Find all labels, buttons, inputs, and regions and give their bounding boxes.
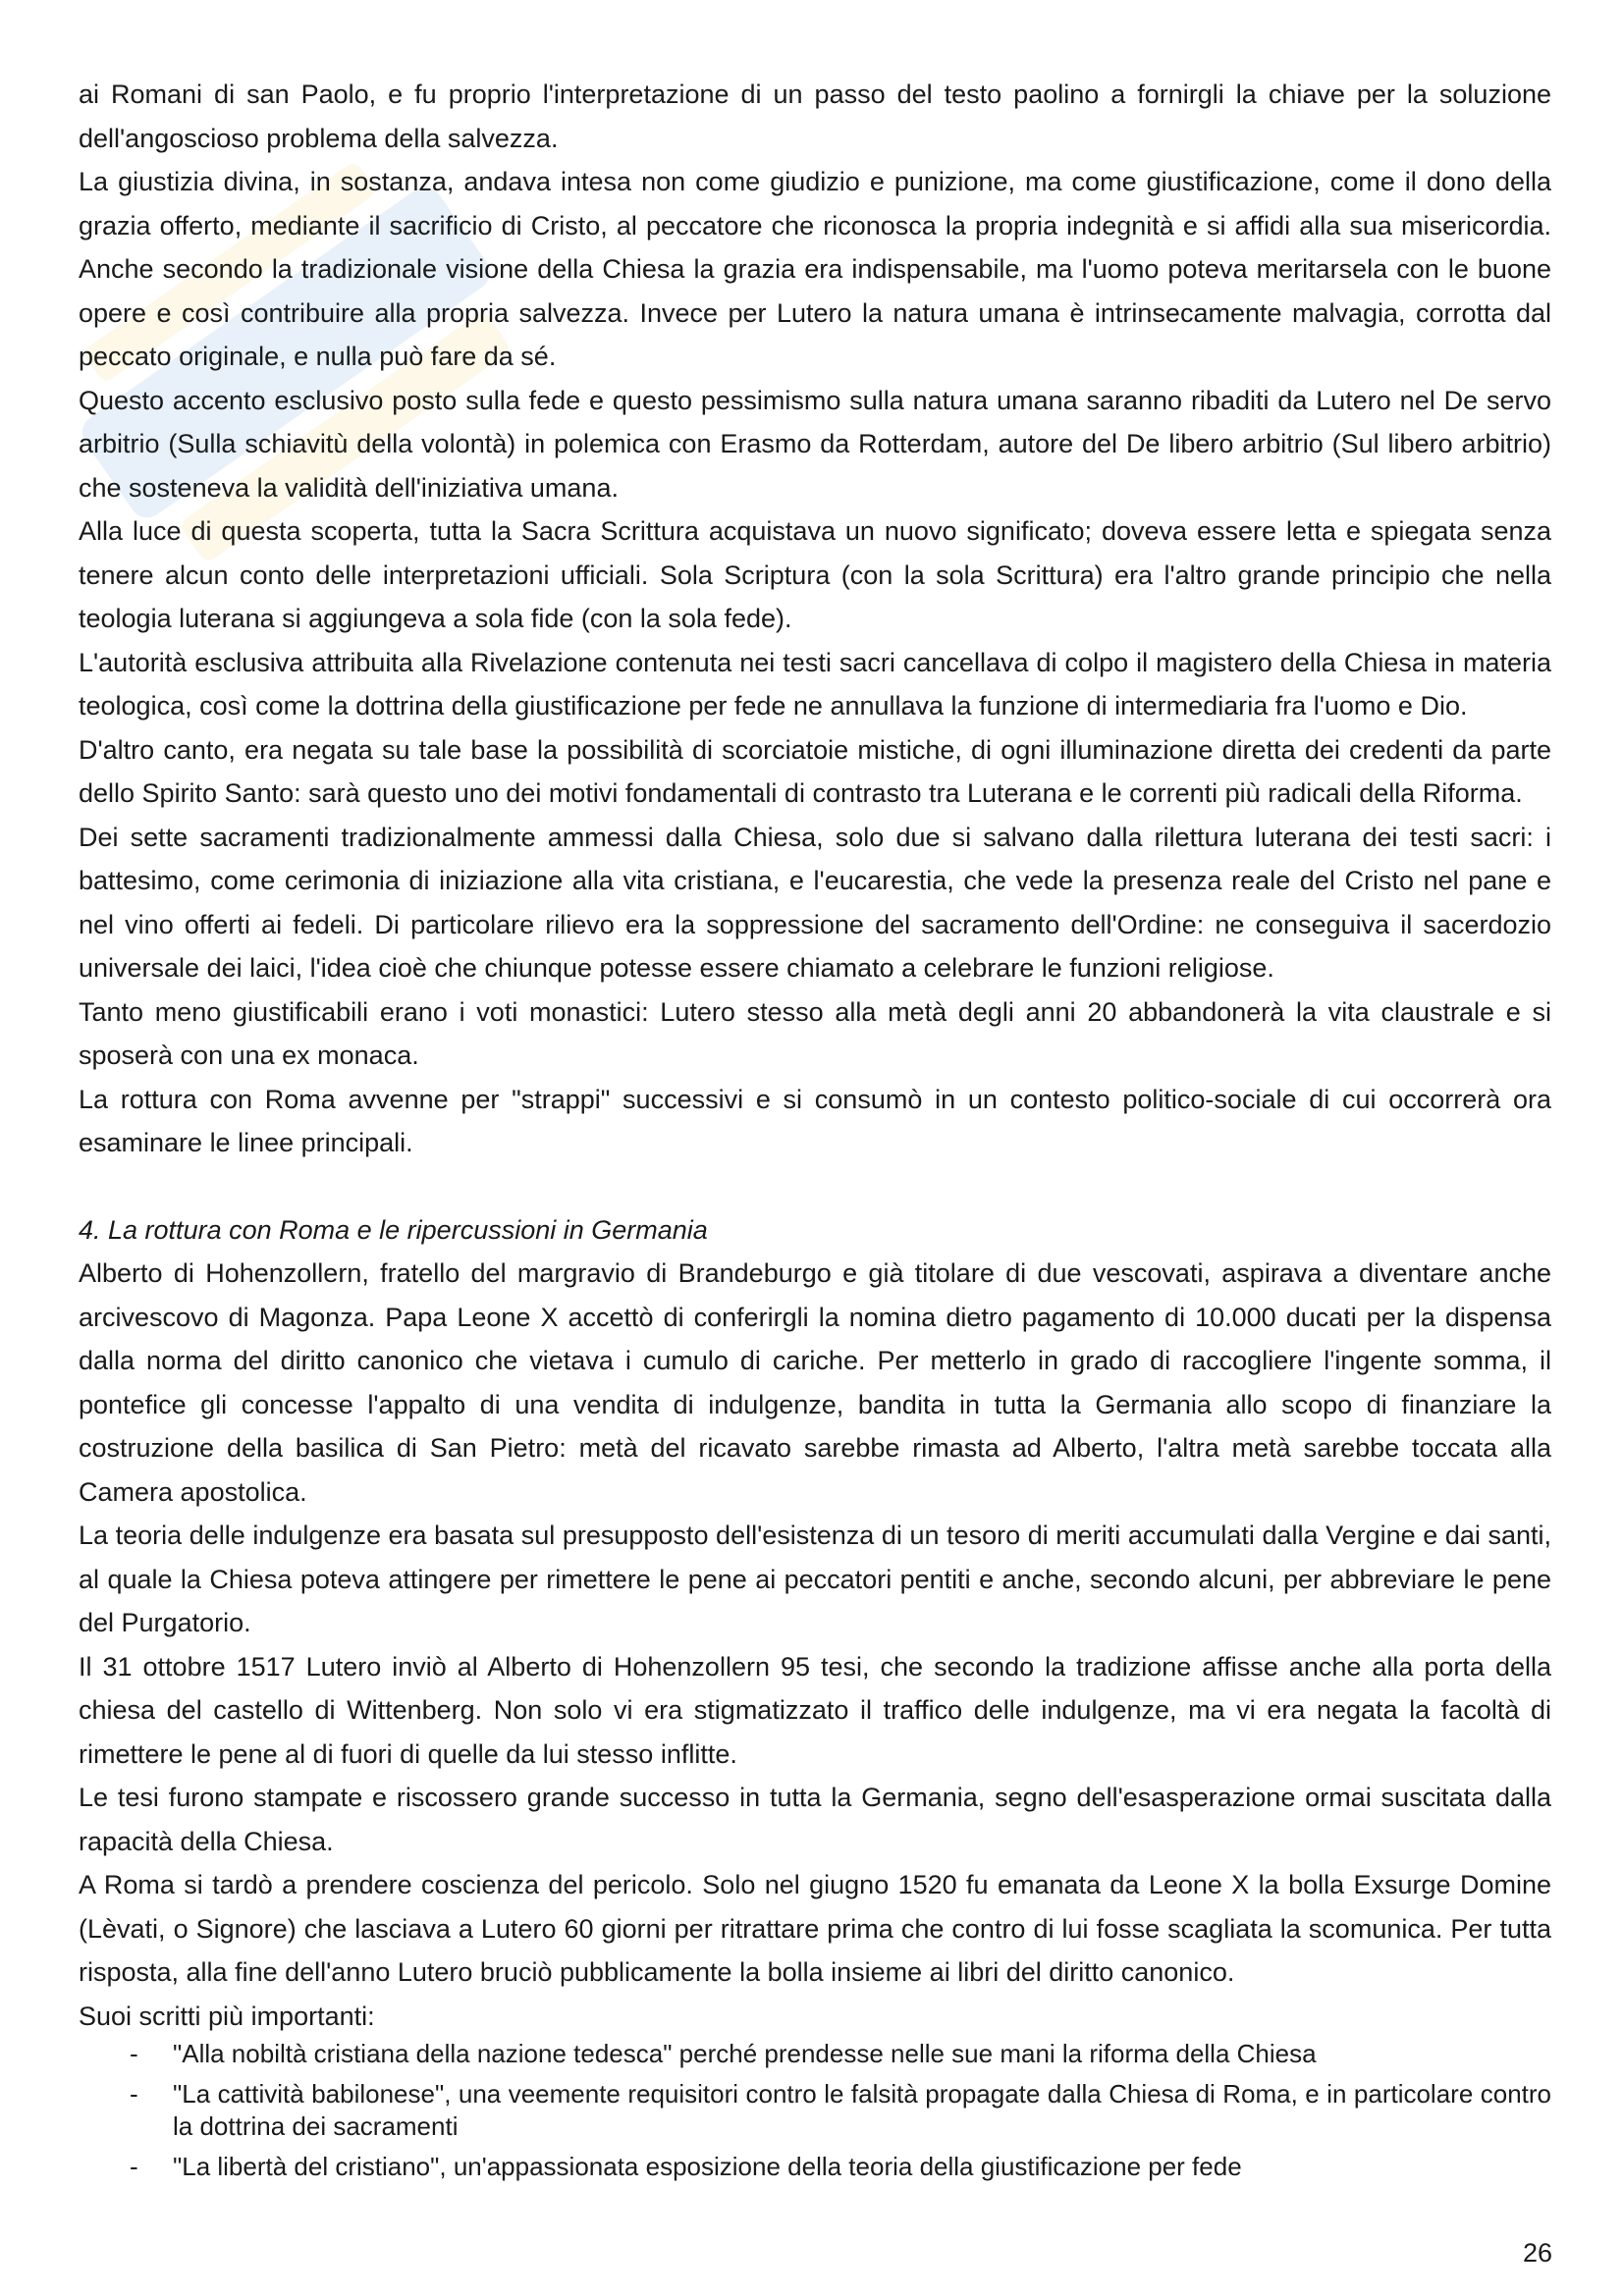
dash-bullet: - <box>130 2152 138 2181</box>
paragraph: Il 31 ottobre 1517 Lutero inviò al Alberto di Hohenzollern 95 tesi, che secondo la tradizione affisse anche alla porta della chiesa del castello di Wittenberg. Non solo vi era stigmatizzato il traffico delle indulgenze, ma vi era negata la facoltà di rimettere le pene al di fuori di quelle da lui stesso inflitte. <box>79 1651 1551 1769</box>
paragraphs-after <box>79 1252 1551 1995</box>
list-item-text: "La cattività babilonese", una veemente requisitori contro le falsità propagate dalla Chiesa di Roma, e in particolare contro la dottrina dei sacramenti <box>173 2079 1551 2141</box>
paragraph: La teoria delle indulgenze era basata sul presupposto dell'esistenza di un tesoro di meriti accumulati dalla Vergine e dai santi, al quale la Chiesa poteva attingere per rimettere le pene ai peccatori pentiti e anche, secondo alcuni, per abbreviare le pene del Purgatorio. <box>79 1521 1551 1637</box>
section-spacer <box>79 1165 1551 1208</box>
paragraph: Tanto meno giustificabili erano i voti monastici: Lutero stesso alla metà degli anni 20 abbandonerà la vita claustrale e si sposerà con una ex monaca. <box>79 996 1551 1070</box>
paragraph: D'altro canto, era negata su tale base la possibilità di scorciatoie mistiche, di ogni illuminazione diretta dei credenti da parte dello Spirito Santo: sarà questo uno dei motivi fondamentali di contrasto tra Luterana e le correnti più radicali della Riforma. <box>79 734 1551 808</box>
dash-bullet: - <box>130 2039 138 2068</box>
paragraph: Dei sette sacramenti tradizionalmente ammessi dalla Chiesa, solo due si salvano dalla rilettura luterana dei testi sacri: i battesimo, come cerimonia di iniziazione alla vita cristiana, e l'eucarestia, che vede la presenza reale del Cristo nel pane e nel vino offerti ai fedeli. Di particolare rilievo era la soppressione del sacramento dell'Ordine: ne conseguiva il sacerdozio universale dei laici, l'idea cioè che chiunque potesse essere chiamato a celebrare le funzioni religiose. <box>79 822 1551 983</box>
paragraph: ai Romani di san Paolo, e fu proprio l'interpretazione di un passo del testo paolino a fornirgli la chiave per la soluzione dell'angoscioso problema della salvezza. <box>79 80 1551 153</box>
paragraph: La giustizia divina, in sostanza, andava intesa non come giudizio e punizione, ma come giustificazione, come il dono della grazia offerto, mediante il sacrificio di Cristo, al peccatore che riconosca la propria indegnità e si affidi alla sua misericordia. Anche secondo la tradizionale visione della Chiesa la grazia era indispensabile, ma l'uomo poteva meritarsela con le buone opere e così contribuire alla propria salvezza. Invece per Lutero la natura umana è intrinsecamente malvagia, corrotta dal peccato originale, e nulla può fare da sé. <box>79 167 1551 371</box>
paragraph: Alberto di Hohenzollern, fratello del margravio di Brandeburgo e già titolare di due vescovati, aspirava a diventare anche arcivescovo di Magonza. Papa Leone X accettò di conferirgli la nomina dietro pagamento di 10.000 ducati per la dispensa dalla norma del diritto canonico che vietava i cumulo di cariche. Per metterlo in grado di raccogliere l'ingente somma, il pontefice gli concesse l'appalto di una vendita di indulgenze, bandita in tutta la Germania allo scopo di finanziare la costruzione della basilica di San Pietro: metà del ricavato sarebbe rimasta ad Alberto, l'altra metà sarebbe toccata alla Camera apostolica. <box>79 1258 1551 1507</box>
list-intro: Suoi scritti più importanti: <box>79 2001 375 2031</box>
paragraph: La rottura con Roma avvenne per "strappi" successivi e si consumò in un contesto politico-sociale di cui occorrerà ora esaminare le linee principali. <box>79 1084 1551 1157</box>
list-item <box>79 2078 1551 2143</box>
paragraph: Questo accento esclusivo posto sulla fede e questo pessimismo sulla natura umana saranno ribaditi da Lutero nel De servo arbitrio (Sulla schiavitù della volontà) in polemica con Erasmo da Rotterdam, autore del De libero arbitrio (Sul libero arbitrio) che sosteneva la validità dell'iniziativa umana. <box>79 385 1551 503</box>
paragraph: Alla luce di questa scoperta, tutta la Sacra Scrittura acquistava un nuovo significato; doveva essere letta e spiegata senza tenere alcun conto delle interpretazioni ufficiali. Sola Scriptura (con la sola Scrittura) era l'altro grande principio che nella teologia luterana si aggiungeva a sola fide (con la sola fede). <box>79 516 1551 633</box>
list-item <box>79 2038 1551 2070</box>
paragraph: L'autorità esclusiva attribuita alla Rivelazione contenuta nei testi sacri cancellava di colpo il magistero della Chiesa in materia teologica, così come la dottrina della giustificazione per fede ne annullava la funzione di intermediaria fra l'uomo e Dio. <box>79 647 1551 721</box>
paragraph: A Roma si tardò a prendere coscienza del pericolo. Solo nel giugno 1520 fu emanata da Leone X la bolla Exsurge Domine (Lèvati, o Signore) che lasciava a Lutero 60 giorni per ritrattare prima che contro di lui fosse scagliata la scomunica. Per tutta risposta, alla fine dell'anno Lutero bruciò pubblicamente la bolla insieme ai libri del diritto canonico. <box>79 1870 1551 1987</box>
paragraphs-before <box>79 73 1551 1165</box>
list-item-text: "La libertà del cristiano", un'appassionata esposizione della teoria della giustificazione per fede <box>173 2152 1242 2181</box>
document-page <box>79 73 1551 2191</box>
page-number: 26 <box>1522 2238 1552 2268</box>
section-heading: 4. La rottura con Roma e le ripercussioni in Germania <box>79 1214 708 1245</box>
list-item-text: "Alla nobiltà cristiana della nazione tedesca" perché prendesse nelle sue mani la riforma della Chiesa <box>173 2039 1317 2068</box>
paragraph: Le tesi furono stampate e riscossero grande successo in tutta la Germania, segno dell'esasperazione ormai suscitata dalla rapacità della Chiesa. <box>79 1783 1551 1856</box>
writings-list <box>79 2038 1551 2183</box>
dash-bullet: - <box>130 2079 138 2109</box>
list-item <box>79 2151 1551 2183</box>
